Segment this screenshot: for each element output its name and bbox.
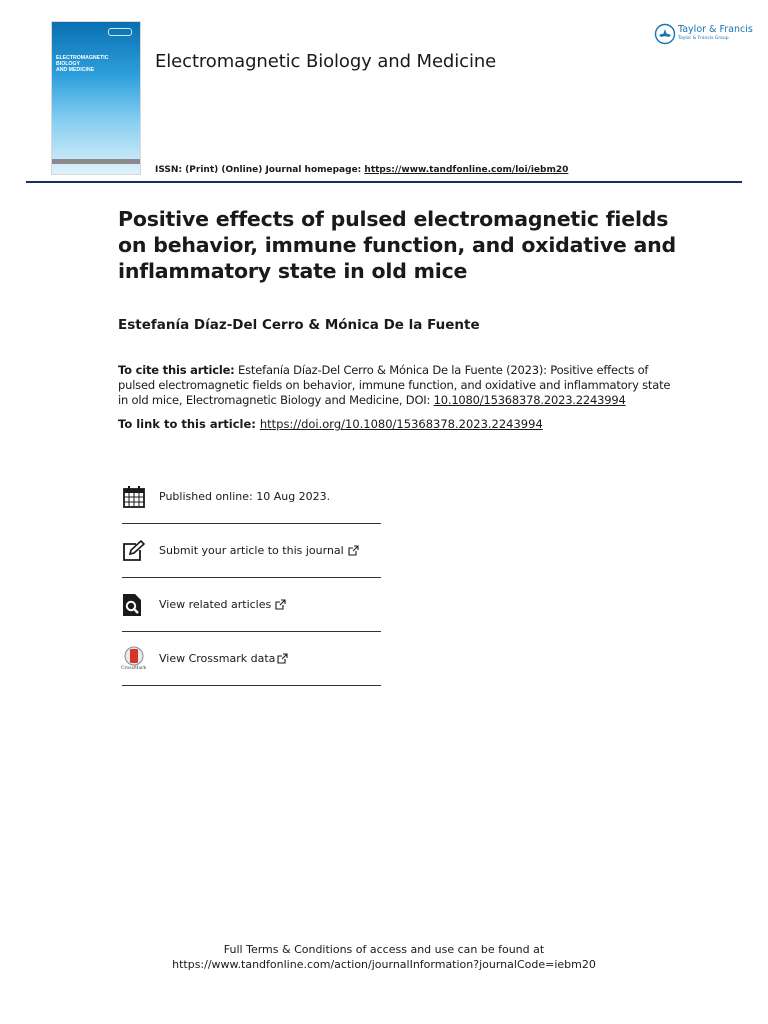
cover-publisher-badge — [108, 28, 132, 36]
doi-link[interactable]: 10.1080/15368378.2023.2243994 — [433, 393, 626, 407]
crossmark-caption: CrossMark — [120, 666, 147, 671]
issn-prefix: ISSN: (Print) (Online) Journal homepage: — [155, 165, 365, 175]
citation-block — [118, 363, 678, 408]
article-link-block — [118, 417, 678, 432]
submit-article-label[interactable]: Submit your article to this journal — [159, 544, 344, 557]
publisher-logo-icon — [654, 23, 676, 45]
issn-line — [155, 165, 568, 175]
crossmark-label[interactable]: View Crossmark data — [159, 652, 276, 665]
edit-icon — [122, 537, 159, 565]
cite-label: To cite this article: — [118, 363, 235, 377]
link-label: To link to this article: — [118, 417, 260, 431]
cover-title — [56, 55, 136, 74]
related-articles-row[interactable] — [122, 578, 381, 632]
journal-homepage-link[interactable]: https://www.tandfonline.com/loi/iebm20 — [364, 165, 569, 175]
cover-band — [52, 159, 140, 164]
article-doi-url[interactable]: https://doi.org/10.1080/15368378.2023.2243994 — [259, 417, 543, 431]
publisher-subtitle: Taylor & Francis Group — [678, 36, 729, 41]
article-actions — [122, 470, 381, 686]
submit-article-row[interactable] — [122, 524, 381, 578]
journal-name: Electromagnetic Biology and Medicine — [155, 51, 497, 72]
related-articles-label[interactable]: View related articles — [159, 598, 272, 611]
calendar-icon — [122, 483, 159, 511]
footer-line: Full Terms & Conditions of access and use can be found at — [223, 943, 545, 956]
cover-title-line: ELECTROMAGNETIC — [56, 55, 109, 61]
article-title: Positive effects of pulsed electromagnetic fields on behavior, immune function, and oxidative and inflammatory state in old mice — [118, 207, 676, 283]
cover-title-line: BIOLOGY — [56, 61, 80, 68]
external-link-icon — [275, 599, 286, 610]
published-online-label: Published online: 10 Aug 2023. — [159, 490, 331, 503]
journal-cover-image — [52, 22, 140, 174]
header-divider — [26, 181, 742, 183]
crossmark-icon — [122, 645, 159, 673]
published-online-row — [122, 470, 381, 524]
footer-url[interactable]: https://www.tandfonline.com/action/journalInformation?journalCode=iebm20 — [172, 958, 596, 971]
publisher-logo[interactable] — [654, 22, 753, 46]
terms-footer — [0, 942, 768, 972]
external-link-icon — [348, 545, 359, 556]
search-document-icon — [122, 591, 159, 619]
crossmark-row[interactable] — [122, 632, 381, 686]
cite-text: Estefanía Díaz-Del Cerro & Mónica De la Fuente (2023): Positive effects of pulsed electromagnetic fields on behavior, immune function, and oxidative and inflammatory state in old mice, Electromagnetic Biology and Medicine, DOI: — [118, 363, 671, 407]
cover-title-line: AND MEDICINE — [56, 67, 95, 74]
article-authors: Estefanía Díaz-Del Cerro & Mónica De la Fuente — [118, 317, 480, 333]
external-link-icon — [277, 653, 288, 664]
publisher-name: Taylor & Francis — [678, 24, 753, 35]
